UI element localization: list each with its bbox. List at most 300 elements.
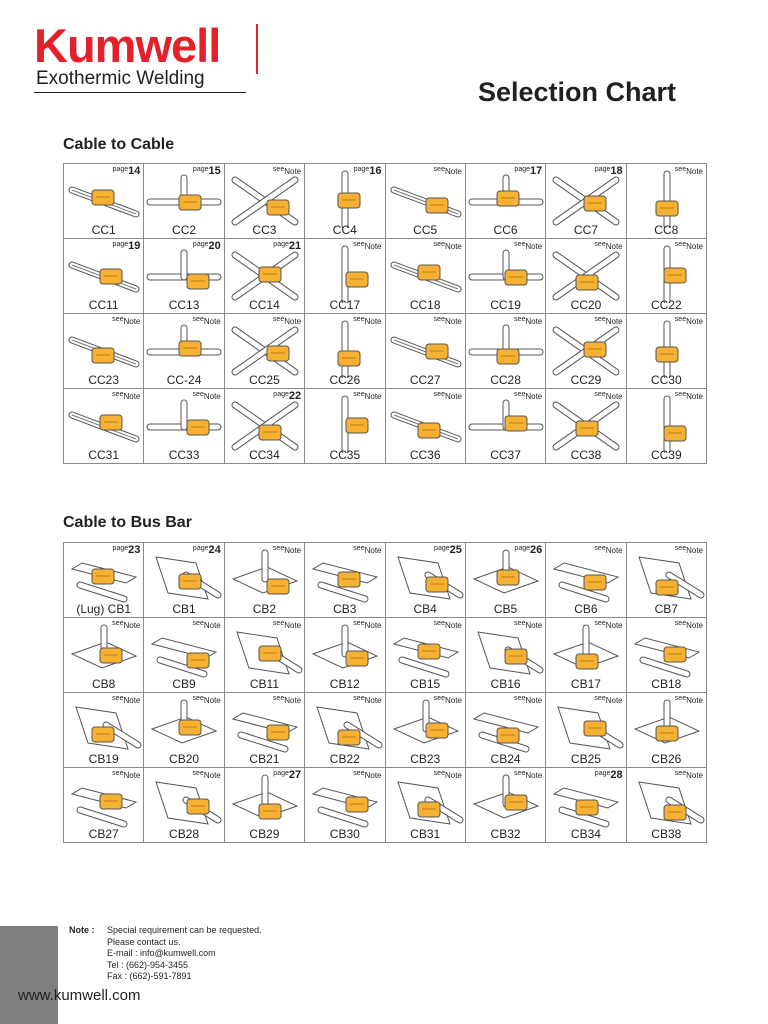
reference-value: Note: [686, 696, 703, 705]
weld-connection-icon: [146, 395, 222, 453]
reference-value: Note: [444, 771, 462, 780]
connection-cell[interactable]: [225, 239, 305, 314]
connection-cell[interactable]: [627, 314, 707, 389]
connection-cell[interactable]: [64, 314, 144, 389]
connection-cell[interactable]: [305, 389, 385, 464]
reference-value: Note: [123, 621, 141, 630]
page-reference: [514, 693, 542, 707]
connection-cell[interactable]: [64, 389, 144, 464]
reference-prefix: see: [514, 695, 526, 702]
reference-value: Note: [605, 546, 623, 555]
connection-cell[interactable]: [627, 543, 707, 618]
reference-value: 27: [288, 769, 302, 781]
weld-connection-icon: [307, 699, 383, 757]
connection-cell[interactable]: [386, 164, 466, 239]
weld-connection-icon: [66, 170, 142, 228]
reference-value: 16: [369, 165, 382, 177]
reference-value: Note: [686, 317, 703, 326]
connection-cell[interactable]: [144, 389, 224, 464]
page-reference: [353, 239, 381, 253]
reference-value: Note: [364, 621, 382, 630]
reference-prefix: see: [594, 695, 606, 702]
weld-connection-icon: [66, 549, 142, 607]
page-reference: [354, 164, 382, 177]
reference-prefix: see: [192, 391, 204, 398]
connection-code: CB28: [169, 827, 200, 841]
reference-prefix: see: [674, 545, 687, 552]
reference-prefix: see: [674, 391, 687, 398]
connection-cell[interactable]: [627, 768, 707, 843]
weld-connection-icon: [66, 320, 142, 378]
connection-cell[interactable]: [225, 618, 305, 693]
page-reference: [273, 693, 301, 707]
reference-value: Note: [364, 317, 382, 326]
reference-value: 21: [288, 240, 302, 252]
connection-code: CB15: [410, 677, 441, 691]
reference-prefix: see: [192, 316, 204, 323]
weld-connection-icon: [548, 395, 624, 453]
connection-code: CB38: [651, 827, 682, 841]
reference-prefix: page: [112, 241, 129, 248]
weld-connection-icon: [548, 245, 624, 303]
reference-value: Note: [284, 167, 302, 176]
page-reference: [434, 543, 462, 556]
connection-cell[interactable]: [305, 543, 385, 618]
page-reference: [353, 618, 381, 632]
logo-accent-bar: [256, 24, 258, 74]
weld-connection-icon: [146, 320, 222, 378]
reference-prefix: see: [674, 770, 687, 777]
page-reference: [273, 618, 301, 632]
reference-value: 19: [128, 240, 141, 252]
connection-cell[interactable]: [466, 314, 546, 389]
weld-connection-icon: [468, 170, 544, 228]
logo-tagline: Exothermic Welding: [36, 68, 205, 89]
page-reference: [594, 693, 622, 707]
connection-code: CB29: [249, 827, 280, 841]
weld-connection-icon: [146, 549, 222, 607]
page-reference: [193, 239, 221, 252]
logo-wordmark: Kumwell: [34, 19, 221, 72]
page-reference: [514, 164, 542, 177]
reference-value: 22: [288, 390, 302, 402]
weld-connection-icon: [66, 699, 142, 757]
page-reference: [193, 618, 221, 632]
weld-connection-icon: [388, 774, 464, 832]
connection-cell[interactable]: [627, 618, 707, 693]
reference-prefix: see: [433, 316, 445, 323]
page-reference: [193, 768, 221, 782]
connection-code: CC7: [573, 223, 598, 237]
note-fax: Fax : (662)-591-7891: [107, 971, 192, 982]
reference-prefix: see: [272, 620, 285, 627]
page-reference: [675, 693, 703, 707]
reference-value: 15: [208, 165, 221, 177]
connection-cell[interactable]: [466, 693, 546, 768]
page-reference: [273, 543, 301, 557]
reference-prefix: page: [112, 166, 129, 173]
reference-value: Note: [444, 696, 462, 705]
reference-value: Note: [123, 392, 141, 401]
reference-prefix: see: [353, 770, 365, 777]
page-reference: [112, 768, 140, 782]
page-reference: [353, 314, 381, 328]
weld-connection-icon: [227, 320, 303, 378]
connection-code: CC6: [493, 223, 518, 237]
reference-value: Note: [525, 696, 543, 705]
reference-prefix: see: [272, 316, 285, 323]
connection-cell[interactable]: [225, 693, 305, 768]
connection-cell[interactable]: [386, 618, 466, 693]
connection-code: CB1: [172, 602, 196, 616]
page-reference: [514, 618, 542, 632]
reference-prefix: see: [272, 166, 285, 173]
connection-code: CC4: [332, 223, 357, 237]
weld-connection-icon: [468, 549, 544, 607]
reference-value: Note: [525, 771, 543, 780]
reference-value: Note: [686, 621, 703, 630]
logo-underline: [34, 92, 246, 93]
reference-prefix: see: [674, 695, 687, 702]
reference-value: Note: [605, 317, 623, 326]
connection-code: CC1: [91, 223, 116, 237]
page-reference: [113, 164, 141, 177]
weld-connection-icon: [66, 774, 142, 832]
weld-connection-icon: [146, 245, 222, 303]
reference-prefix: see: [353, 695, 365, 702]
reference-prefix: page: [514, 166, 530, 173]
page-reference: [514, 239, 542, 253]
reference-prefix: see: [353, 620, 365, 627]
reference-prefix: see: [112, 391, 124, 398]
reference-value: Note: [605, 621, 623, 630]
connection-code: CB20: [169, 752, 200, 766]
reference-prefix: see: [433, 241, 445, 248]
reference-value: Note: [203, 392, 221, 401]
reference-prefix: page: [192, 166, 209, 173]
reference-prefix: see: [112, 620, 124, 627]
reference-prefix: page: [273, 770, 289, 777]
connection-code: CC23: [88, 373, 120, 387]
reference-value: Note: [686, 771, 703, 780]
connection-cell[interactable]: [64, 164, 144, 239]
connection-cell[interactable]: [466, 768, 546, 843]
weld-connection-icon: [388, 699, 464, 757]
connection-cell[interactable]: [466, 618, 546, 693]
connection-cell[interactable]: [627, 164, 707, 239]
reference-prefix: see: [594, 391, 606, 398]
connection-cell[interactable]: [546, 768, 626, 843]
connection-code: CB11: [249, 677, 279, 691]
reference-prefix: see: [192, 695, 204, 702]
connection-code: CB24: [490, 752, 521, 766]
page-reference: [193, 389, 221, 403]
reference-value: 26: [530, 544, 543, 556]
connection-code: CC36: [409, 448, 441, 462]
connection-cell[interactable]: [144, 314, 224, 389]
section-title-cable-to-cable: Cable to Cable: [63, 136, 175, 153]
reference-value: 28: [610, 769, 623, 781]
reference-prefix: page: [192, 545, 209, 552]
weld-connection-icon: [146, 774, 222, 832]
connection-code: CB32: [490, 827, 521, 841]
reference-prefix: see: [272, 695, 285, 702]
connection-code: CB18: [651, 677, 682, 691]
page-reference: [675, 543, 703, 557]
connection-cell[interactable]: [64, 239, 144, 314]
reference-prefix: see: [433, 391, 445, 398]
weld-connection-icon: [468, 699, 544, 757]
connection-cell[interactable]: [225, 768, 305, 843]
page-reference: [595, 768, 623, 781]
weld-connection-icon: [629, 549, 705, 607]
connection-cell[interactable]: [466, 239, 546, 314]
reference-value: Note: [605, 242, 623, 251]
page-reference: [675, 768, 703, 782]
connection-cell[interactable]: [305, 314, 385, 389]
connection-cell[interactable]: [546, 314, 626, 389]
reference-prefix: see: [514, 316, 526, 323]
weld-connection-icon: [227, 774, 303, 832]
weld-connection-icon: [66, 395, 142, 453]
reference-prefix: see: [353, 545, 365, 552]
connection-code: CB17: [570, 677, 601, 691]
connection-code: CB16: [490, 677, 521, 691]
weld-connection-icon: [307, 170, 383, 228]
reference-value: Note: [444, 392, 462, 401]
reference-value: Note: [284, 696, 302, 705]
connection-cell[interactable]: [546, 618, 626, 693]
reference-value: Note: [123, 317, 141, 326]
connection-code: CC17: [329, 298, 361, 312]
reference-prefix: page: [273, 391, 289, 398]
connection-code: CC20: [570, 298, 602, 312]
reference-prefix: see: [353, 316, 365, 323]
reference-value: 24: [208, 544, 221, 556]
connection-code: CB21: [249, 752, 280, 766]
connection-cell[interactable]: [386, 543, 466, 618]
connection-code: (Lug) CB1: [76, 602, 132, 616]
reference-prefix: see: [272, 545, 285, 552]
connection-cell[interactable]: [144, 164, 224, 239]
connection-cell[interactable]: [546, 239, 626, 314]
reference-prefix: page: [514, 545, 530, 552]
page-reference: [112, 389, 140, 403]
reference-prefix: see: [353, 391, 365, 398]
weld-connection-icon: [468, 624, 544, 682]
connection-code: CB4: [413, 602, 437, 616]
weld-connection-icon: [548, 624, 624, 682]
connection-cell[interactable]: [386, 768, 466, 843]
reference-value: 14: [128, 165, 141, 177]
connection-cell[interactable]: [305, 239, 385, 314]
connection-code: CC26: [329, 373, 361, 387]
weld-connection-icon: [388, 170, 464, 228]
connection-code: CC33: [168, 448, 200, 462]
reference-prefix: see: [433, 620, 445, 627]
reference-prefix: see: [594, 620, 606, 627]
weld-connection-icon: [468, 320, 544, 378]
reference-prefix: see: [433, 770, 445, 777]
weld-connection-icon: [468, 395, 544, 453]
page-reference: [594, 239, 622, 253]
connection-code: CB8: [92, 677, 116, 691]
weld-connection-icon: [629, 699, 705, 757]
weld-connection-icon: [146, 170, 222, 228]
weld-connection-icon: [629, 320, 705, 378]
reference-value: Note: [364, 242, 382, 251]
page-reference: [514, 314, 542, 328]
connection-code: CB23: [410, 752, 441, 766]
weld-connection-icon: [227, 624, 303, 682]
connection-cell[interactable]: [64, 768, 144, 843]
page-reference: [273, 768, 301, 781]
weld-connection-icon: [146, 699, 222, 757]
page-reference: [594, 389, 622, 403]
connection-cell[interactable]: [225, 314, 305, 389]
reference-prefix: see: [112, 695, 124, 702]
connection-code: CC28: [490, 373, 521, 387]
connection-cell[interactable]: [144, 768, 224, 843]
connection-cell[interactable]: [466, 389, 546, 464]
connection-cell[interactable]: [386, 693, 466, 768]
reference-value: Note: [686, 242, 703, 251]
page-reference: [675, 164, 703, 178]
connection-code: CC30: [650, 373, 682, 387]
page-reference: [193, 693, 221, 707]
reference-value: Note: [605, 392, 623, 401]
connection-cell[interactable]: [305, 164, 385, 239]
page-reference: [434, 618, 462, 632]
reference-prefix: page: [594, 166, 611, 173]
reference-value: 20: [208, 240, 221, 252]
weld-connection-icon: [629, 245, 705, 303]
page-reference: [595, 164, 623, 177]
weld-connection-icon: [307, 395, 383, 453]
connection-cell[interactable]: [144, 239, 224, 314]
reference-value: Note: [123, 696, 141, 705]
connection-cell[interactable]: [386, 239, 466, 314]
connection-cell[interactable]: [546, 693, 626, 768]
connection-code: CB30: [329, 827, 360, 841]
reference-prefix: see: [192, 770, 204, 777]
reference-value: Note: [364, 546, 382, 555]
connection-code: CB6: [574, 602, 598, 616]
footer-website-link[interactable]: www.kumwell.com: [18, 987, 141, 1004]
connection-cell[interactable]: [225, 543, 305, 618]
weld-connection-icon: [468, 245, 544, 303]
reference-value: Note: [605, 696, 623, 705]
page-title: Selection Chart: [478, 77, 677, 107]
weld-connection-icon: [629, 774, 705, 832]
page-reference: [193, 164, 221, 177]
connection-cell[interactable]: [64, 693, 144, 768]
connection-cell[interactable]: [64, 543, 144, 618]
reference-prefix: see: [674, 316, 687, 323]
reference-value: Note: [444, 242, 462, 251]
connection-code: CC5: [413, 223, 438, 237]
connection-cell[interactable]: [386, 389, 466, 464]
weld-connection-icon: [629, 624, 705, 682]
connection-cell[interactable]: [386, 314, 466, 389]
connection-cell[interactable]: [627, 693, 707, 768]
connection-code: CC35: [329, 448, 361, 462]
reference-prefix: page: [192, 241, 209, 248]
page-reference: [594, 543, 622, 557]
section-title-cable-to-bus-bar: Cable to Bus Bar: [63, 514, 192, 531]
connection-cell[interactable]: [144, 618, 224, 693]
reference-value: Note: [444, 317, 462, 326]
note-line: Special requirement can be requested.: [107, 925, 262, 935]
connection-code: CC39: [650, 448, 682, 462]
connection-cell[interactable]: [305, 693, 385, 768]
connection-code: CC19: [490, 298, 521, 312]
page-reference: [193, 543, 221, 556]
connection-cell[interactable]: [305, 768, 385, 843]
page-reference: [594, 618, 622, 632]
page-reference: [675, 314, 703, 328]
connection-code: CB34: [570, 827, 601, 841]
page-reference: [675, 389, 703, 403]
page-reference: [594, 314, 622, 328]
connection-code: CC14: [249, 298, 280, 312]
weld-connection-icon: [388, 320, 464, 378]
reference-value: Note: [284, 317, 302, 326]
page-reference: [434, 693, 462, 707]
connection-cell[interactable]: [546, 543, 626, 618]
connection-cell[interactable]: [144, 543, 224, 618]
connection-cell[interactable]: [627, 239, 707, 314]
connection-code: CB7: [654, 602, 678, 616]
connection-cell[interactable]: [546, 389, 626, 464]
page-reference: [273, 164, 301, 178]
page-reference: [434, 164, 462, 178]
reference-value: Note: [444, 167, 462, 176]
weld-connection-icon: [548, 549, 624, 607]
weld-connection-icon: [307, 774, 383, 832]
connection-cell[interactable]: [546, 164, 626, 239]
reference-prefix: see: [674, 241, 687, 248]
note-text: [107, 925, 262, 983]
connection-cell[interactable]: [466, 164, 546, 239]
reference-prefix: see: [514, 620, 526, 627]
connection-cell[interactable]: [466, 543, 546, 618]
connection-cell[interactable]: [305, 618, 385, 693]
connection-cell[interactable]: [64, 618, 144, 693]
page-reference: [434, 314, 462, 328]
connection-code: CB12: [329, 677, 360, 691]
reference-prefix: page: [112, 545, 129, 552]
connection-code: CC18: [409, 298, 441, 312]
connection-code: CB3: [333, 602, 357, 616]
page-reference: [112, 618, 140, 632]
connection-cell[interactable]: [225, 389, 305, 464]
weld-connection-icon: [388, 395, 464, 453]
reference-prefix: see: [674, 620, 687, 627]
reference-prefix: see: [192, 620, 204, 627]
page-reference: [113, 239, 141, 252]
connection-code: CB26: [651, 752, 682, 766]
page-reference: [112, 314, 140, 328]
reference-value: Note: [444, 621, 462, 630]
connection-cell[interactable]: [627, 389, 707, 464]
page-reference: [112, 693, 140, 707]
cable-to-cable-grid: [63, 163, 707, 464]
connection-cell[interactable]: [225, 164, 305, 239]
connection-cell[interactable]: [144, 693, 224, 768]
reference-value: Note: [284, 621, 302, 630]
weld-connection-icon: [227, 549, 303, 607]
